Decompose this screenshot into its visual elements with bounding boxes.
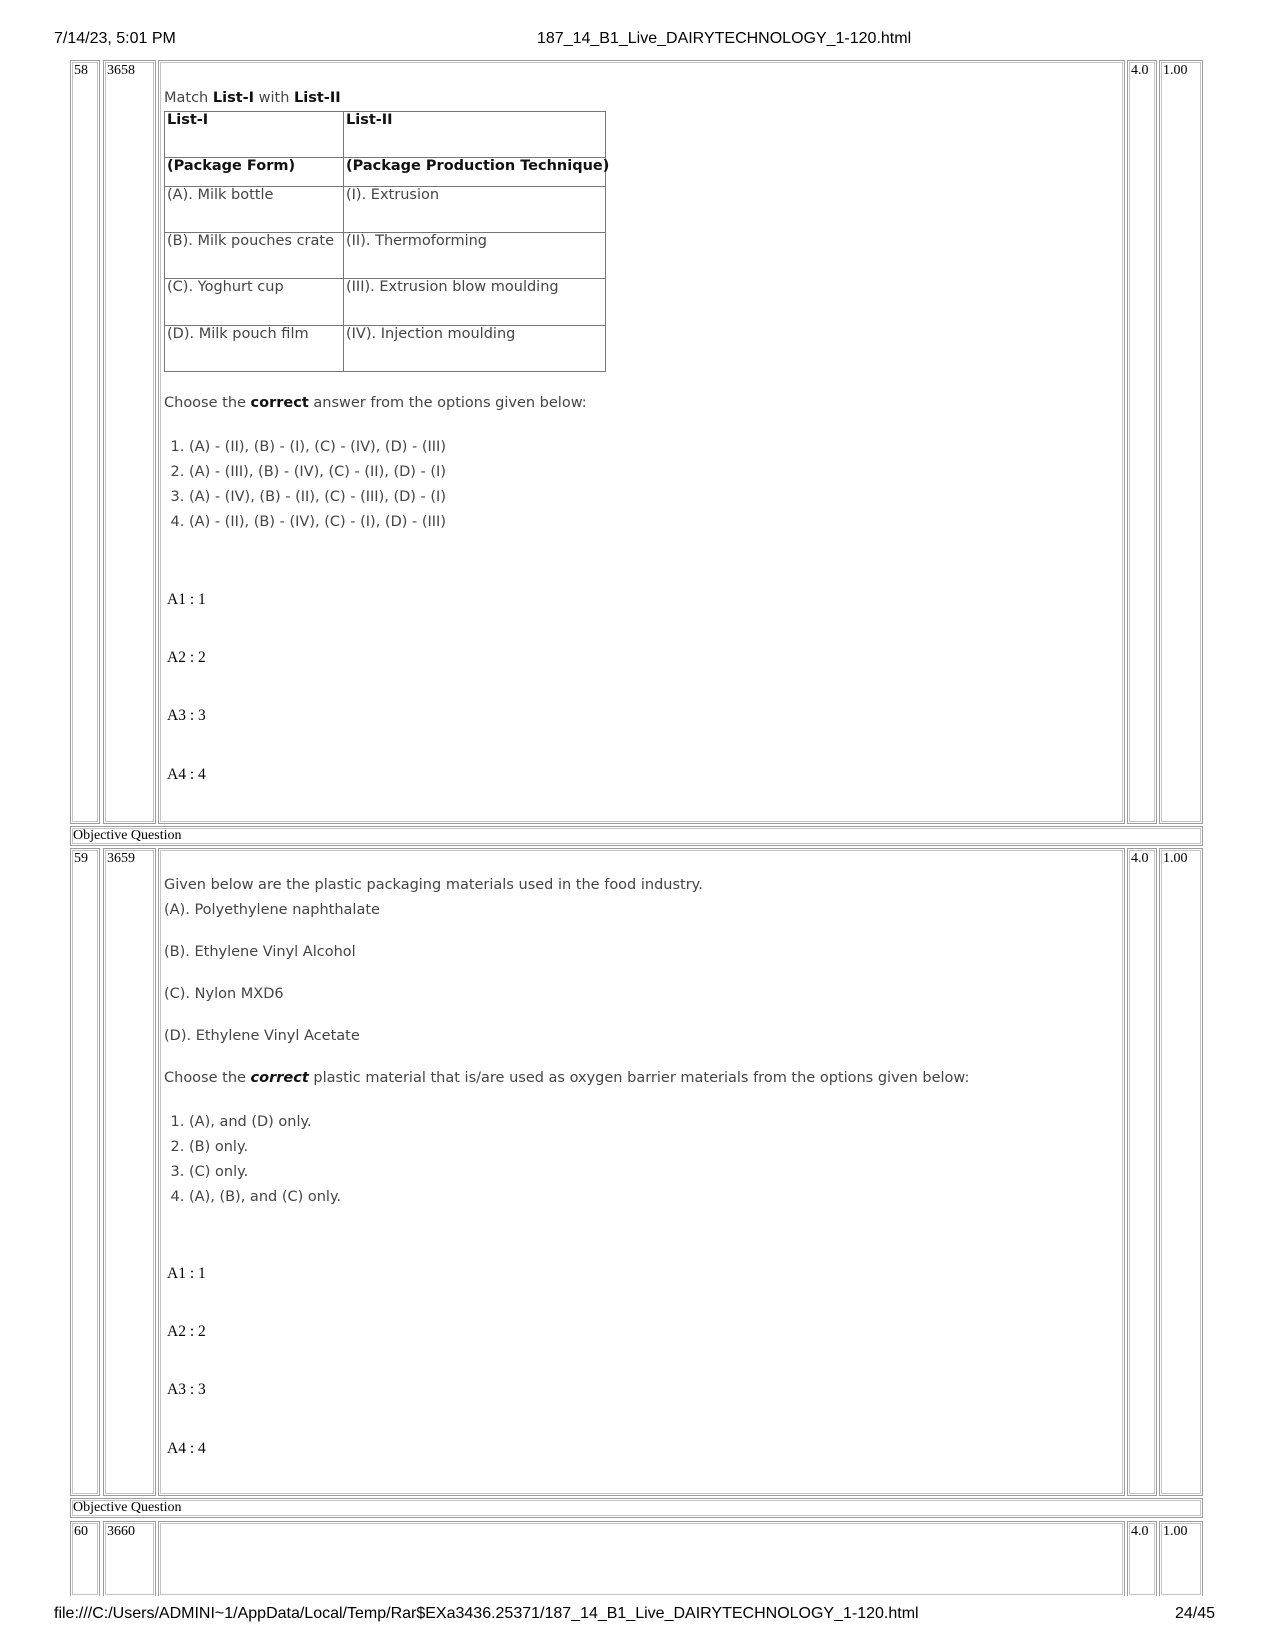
q59-answer-4: A4 : 4 [167,1440,206,1457]
q59-serial-cell [70,848,100,1496]
list-item: 4. (A) - (II), (B) - (IV), (C) - (I), (D) - (III) [189,510,446,535]
q59-negative-marks: 1.00 [1163,851,1188,866]
print-datetime: 7/14/23, 5:01 PM [54,30,176,47]
q58-match-table [164,111,610,372]
package-form-header: (Package Form) [165,158,344,187]
q58-negative-marks: 1.00 [1163,63,1188,78]
q60-serial-number: 60 [74,1524,88,1539]
q59-options-list [165,1110,341,1210]
q58-marks: 4.0 [1131,63,1149,78]
q60-negative-marks: 1.00 [1163,1524,1188,1539]
q59-intro: Given below are the plastic packaging materials used in the food industry. [164,877,703,893]
table-cell: (I). Extrusion [344,187,606,233]
q59-marks-cell [1127,848,1157,1496]
q59-answer-2: A2 : 2 [167,1323,206,1340]
q59-question-id: 3659 [107,851,135,866]
q59-item-d: (D). Ethylene Vinyl Acetate [164,1028,360,1044]
q59-marks: 4.0 [1131,851,1149,866]
q60-body-cell [158,1521,1125,1596]
table-cell: (C). Yoghurt cup [165,279,344,326]
production-technique-header: (Package Production Technique) [344,158,606,187]
page-number: 24/45 [1175,1605,1216,1622]
table-cell: (D). Milk pouch film [165,326,344,372]
list-ii-header: List-II [344,112,606,158]
q59-question-type: Objective Question [70,1498,1203,1518]
q58-options-list [165,435,446,535]
table-cell: (III). Extrusion blow moulding [344,279,606,326]
q59-answer-1: A1 : 1 [167,1265,206,1282]
q60-id-cell [103,1521,156,1596]
q58-intro: Match List-I with List-II [164,90,341,106]
list-item: 1. (A) - (II), (B) - (I), (C) - (IV), (D) - (III) [189,435,446,460]
table-cell: (IV). Injection moulding [344,326,606,372]
list-item: 4. (A), (B), and (C) only. [189,1185,341,1210]
q58-negative-cell [1159,60,1203,824]
q60-question-id: 3660 [107,1524,135,1539]
list-item: 2. (B) only. [189,1135,341,1160]
q60-negative-cell [1159,1521,1203,1596]
q59-negative-cell [1159,848,1203,1496]
print-filename: 187_14_B1_Live_DAIRYTECHNOLOGY_1-120.html [537,30,912,47]
q59-serial-number: 59 [74,851,88,866]
list-item: 3. (C) only. [189,1160,341,1185]
q58-instruction: Choose the correct answer from the options given below: [164,395,587,411]
q60-marks-cell [1127,1521,1157,1596]
q58-answer-4: A4 : 4 [167,766,206,783]
list-item: 3. (A) - (IV), (B) - (II), (C) - (III), (D) - (I) [189,485,446,510]
q59-id-cell [103,848,156,1496]
q59-item-b: (B). Ethylene Vinyl Alcohol [164,944,356,960]
table-cell: (II). Thermoforming [344,233,606,279]
q59-answer-3: A3 : 3 [167,1381,206,1398]
q59-item-c: (C). Nylon MXD6 [164,986,284,1002]
list-item: 1. (A), and (D) only. [189,1110,341,1135]
q58-id-cell [103,60,156,824]
file-path: file:///C:/Users/ADMINI~1/AppData/Local/Temp/Rar$EXa3436.25371/187_14_B1_Live_DAIRYTECHNOLOGY_1-120.html [54,1605,919,1622]
list-item: 2. (A) - (III), (B) - (IV), (C) - (II), (D) - (I) [189,460,446,485]
page-header [0,30,1275,50]
table-cell: (A). Milk bottle [165,187,344,233]
q60-marks: 4.0 [1131,1524,1149,1539]
table-cell: (B). Milk pouches crate [165,233,344,279]
q58-answer-2: A2 : 2 [167,649,206,666]
q58-question-type: Objective Question [70,826,1203,846]
q58-serial-number: 58 [74,63,88,78]
page-footer [0,1605,1275,1625]
q58-answer-3: A3 : 3 [167,707,206,724]
list-i-header: List-I [165,112,344,158]
q60-serial-cell [70,1521,100,1596]
q59-item-a: (A). Polyethylene naphthalate [164,902,380,918]
q58-answer-1: A1 : 1 [167,591,206,608]
q59-instruction: Choose the correct plastic material that is/are used as oxygen barrier materials from the options given below: [164,1070,970,1086]
q58-serial-cell [70,60,100,824]
q58-marks-cell [1127,60,1157,824]
q58-question-id: 3658 [107,63,135,78]
